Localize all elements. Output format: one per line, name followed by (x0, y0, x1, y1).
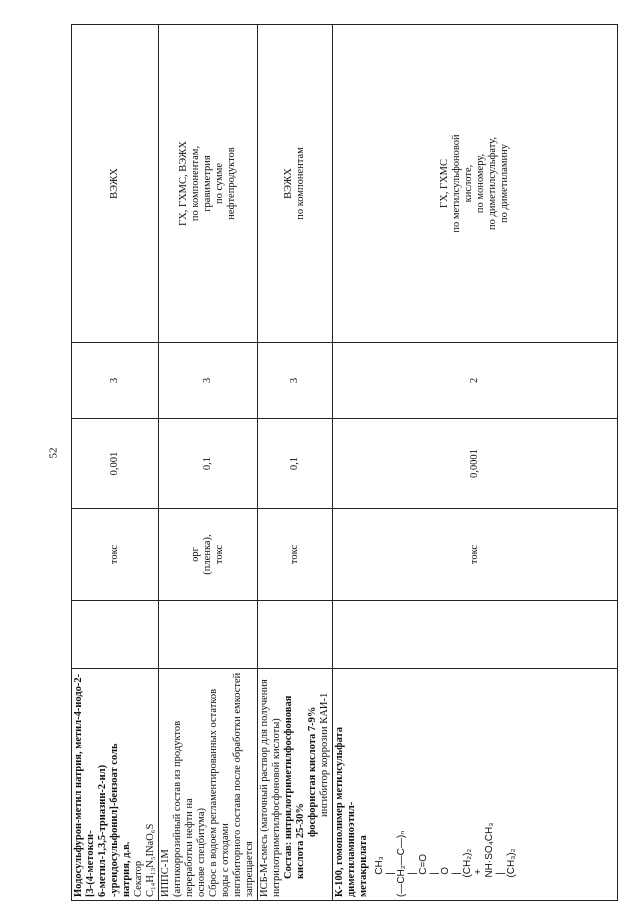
row-4-hazard: 2 (333, 343, 618, 419)
row-3-name: ИСБ-М-смесь (маточный раствор для получения нитрилотриметилфосфоновой кислоты) Состав: нитрилотриметилфосфоновая кислота 25-30% фосфористая кислота 7-9% ингибитор коррозии КАИ-1 (258, 669, 333, 901)
row-4-method: ГХ, ГХМС по метилсульфоновой кислоте, по мономеру, по диметилсульфату, по диметиламину (333, 25, 618, 343)
row-1-value: 0,001 (72, 419, 159, 509)
row-3-class: токс (258, 509, 333, 601)
row-1-name: Иодосульфурон-метил натрия, метил-4-иодо-2-[3-(4-метокси- 6-метил-1,3,5-триазин-2-ил) -уреидосульфонил]-бензоат соль натрия, д.в. Секатор C₁₄H₁₃N₅INaO₆S (72, 669, 159, 901)
row-4-extra (333, 601, 618, 669)
row-2-method: ГХ, ГХМС, ВЭЖХ по компонентам, гравиметрия по сумме нефтепродуктов (159, 25, 258, 343)
row-1-class: токс (72, 509, 159, 601)
row-4-value: 0,0001 (333, 419, 618, 509)
row-2-extra (159, 601, 258, 669)
row-3-value: 0,1 (258, 419, 333, 509)
substance-table (71, 24, 618, 901)
row-2-hazard: 3 (159, 343, 258, 419)
row-2-name: ИППС-1М (антикоррозийный состав из продуктов переработки нефти на основе спецбитума) Сброс в водоем регламентированных остатков воды с отходами ингибиторного состава после обработки емкостей запрещается (159, 669, 258, 901)
row-4-class: токс (333, 509, 618, 601)
row-3-extra (258, 601, 333, 669)
row-1-method: ВЭЖХ (72, 25, 159, 343)
rotated-table-container (71, 25, 618, 901)
page-number: 52 (47, 447, 60, 459)
row-2-value: 0,1 (159, 419, 258, 509)
row-3-method: ВЭЖХ по компонентам (258, 25, 333, 343)
structural-formula: CH₃ | (—CH₂—C—)ₙ | C=O | O | (CH₂)₂ + NH·SO₄CH₃ | (CH₃)₂ (374, 822, 517, 897)
row-4-name: К-100, гомополимер метилсульфата диметиламиноэтил- метакрилата CH₃ | (—CH₂—C—)ₙ | C=O | O | (CH₂)₂ + NH·SO₄CH₃ | (CH₃)₂ (333, 669, 618, 901)
row-1-hazard: 3 (72, 343, 159, 419)
row-1-extra (72, 601, 159, 669)
row-2-class: орг (пленка), токс (159, 509, 258, 601)
row-3-hazard: 3 (258, 343, 333, 419)
